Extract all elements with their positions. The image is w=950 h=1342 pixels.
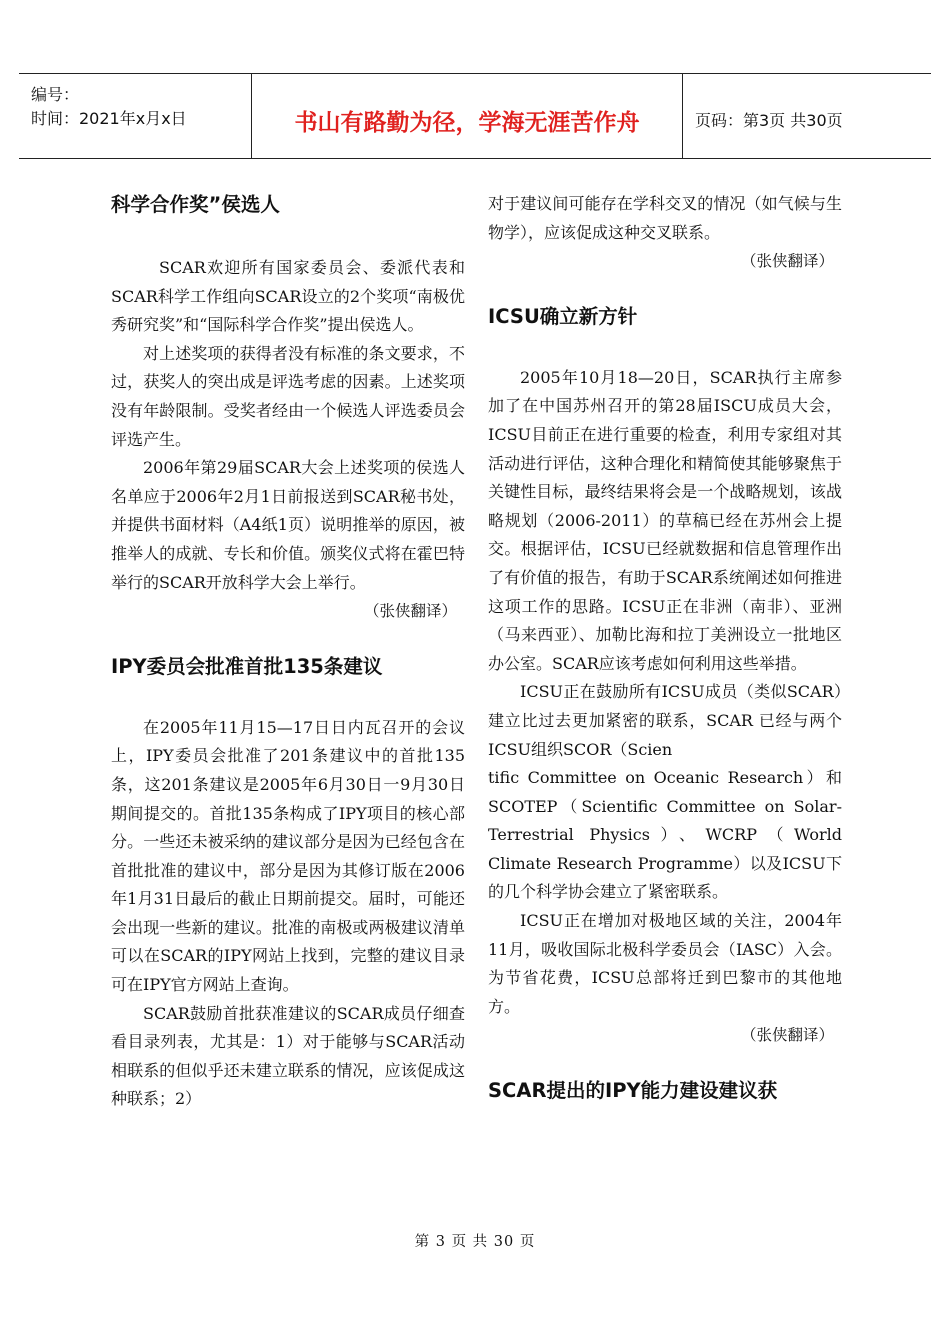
right-column xyxy=(488,190,842,1106)
paragraph: SCAR欢迎所有国家委员会、委派代表和SCAR科学工作组向SCAR设立的2个奖项“南极优秀研究奖”和“国际科学合作奖”提出侯选人。 xyxy=(111,258,465,335)
paragraph: ICSU正在增加对极地区域的关注，2004年11月，吸收国际北极科学委员会（IASC）入会。为节省花费，ICSU总部将迁到巴黎市的其他地方。 xyxy=(488,911,842,1016)
header-page-number: 页码：第3页 共30页 xyxy=(695,111,843,130)
paragraph: 2006年第29届SCAR大会上述奖项的侯选人名单应于2006年2月1日前报送到SCAR秘书处，并提供书面材料（A4纸1页）说明推举的原因，被推举人的成就、专长和价值。颁奖仪式将在霍巴特举行的SCAR开放科学大会上举行。 xyxy=(111,458,465,592)
page-header xyxy=(19,73,931,159)
section-heading-ipy-approval: IPY委员会批准首批135条建议 xyxy=(111,654,383,678)
paragraph: 对上述奖项的获得者没有标准的条文要求，不过，获奖人的突出成是评选考虑的因素。上述奖项没有年龄限制。受奖者经由一个候选人评选委员会评选产生。 xyxy=(111,343,465,449)
paragraph: 在2005年11月15—17日日内瓦召开的会议上，IPY委员会批准了201条建议中的首批135条，这201条建议是2005年6月30日一9月30日期间提交的。首批135条构成了IPY项目的核心部分。一些还未被采纳的建议部分是因为已经包含在首批批准的建议中，部分是因为其修订版在2006年1月31日最后的截止日期前提交。届时，可能还会出现一些新的建议。批准的南极或两极建议清单可以在SCAR的IPY网站上找到，完整的建议目录可在IPY官方网站上查询。 xyxy=(111,717,465,995)
section-heading-scar-ipy-capacity: SCAR提出的IPY能力建设建议获 xyxy=(488,1079,778,1103)
left-column xyxy=(111,190,465,1114)
paragraph: SCAR鼓励首批获准建议的SCAR成员仔细查看目录列表，尤其是：1）对于能够与SCAR活动相联系的但似乎还未建立联系的情况，应该促成这种联系；2） xyxy=(111,1003,465,1109)
paragraph: 2005年10月18—20日，SCAR执行主席参加了在中国苏州召开的第28届ISCU成员大会，ICSU目前正在进行重要的检查，利用专家组对其活动进行评估，这种合理化和精简使其能够聚焦于关键性目标，最终结果将会是一个战略规划，该战略规划（2006-2011）的草稿已经在苏州会上提交。根据评估，ICSU已经就数据和信息管理作出了有价值的报告，有助于SCAR系统阐述如何推进这项工作的思路。ICSU正在非洲（南非）、亚洲（马来西亚）、加勒比海和拉丁美洲设立一批地区办公室。SCAR应该考虑如何利用这些举措。 xyxy=(488,367,842,673)
paragraph: tific Committee on Oceanic Research）和SCOTEP（Scientific Committee on Solar-Terrestrial Physics）、WCRP（World Climate Research Programme）以及ICSU下的几个科学协会建立了紧密联系。 xyxy=(488,768,842,902)
translator-credit: （张侠翻译） xyxy=(740,252,834,271)
document-date-label: 时间：2021年x月x日 xyxy=(31,109,187,128)
section-heading-icsu-policy: ICSU确立新方针 xyxy=(488,304,638,328)
translator-credit: （张侠翻译） xyxy=(740,1026,834,1045)
header-meta-cell xyxy=(19,74,252,158)
paragraph: 对于建议间可能存在学科交叉的情况（如气候与生物学），应该促成这种交叉联系。 xyxy=(488,194,842,242)
header-motto: 书山有路勤为径，学海无涯苦作舟 xyxy=(294,110,640,136)
document-number-label: 编号： xyxy=(31,85,80,104)
paragraph: ICSU正在鼓励所有ICSU成员（类似SCAR）建立比过去更加紧密的联系，SCAR 已经与两个ICSU组织SCOR（Scien xyxy=(488,682,842,759)
header-motto-cell xyxy=(252,74,683,158)
translator-credit: （张侠翻译） xyxy=(363,602,457,621)
page-footer: 第 3 页 共 30 页 xyxy=(414,1234,536,1250)
header-page-cell xyxy=(683,74,931,158)
section-heading-award-candidates: 科学合作奖”侯选人 xyxy=(111,193,280,216)
